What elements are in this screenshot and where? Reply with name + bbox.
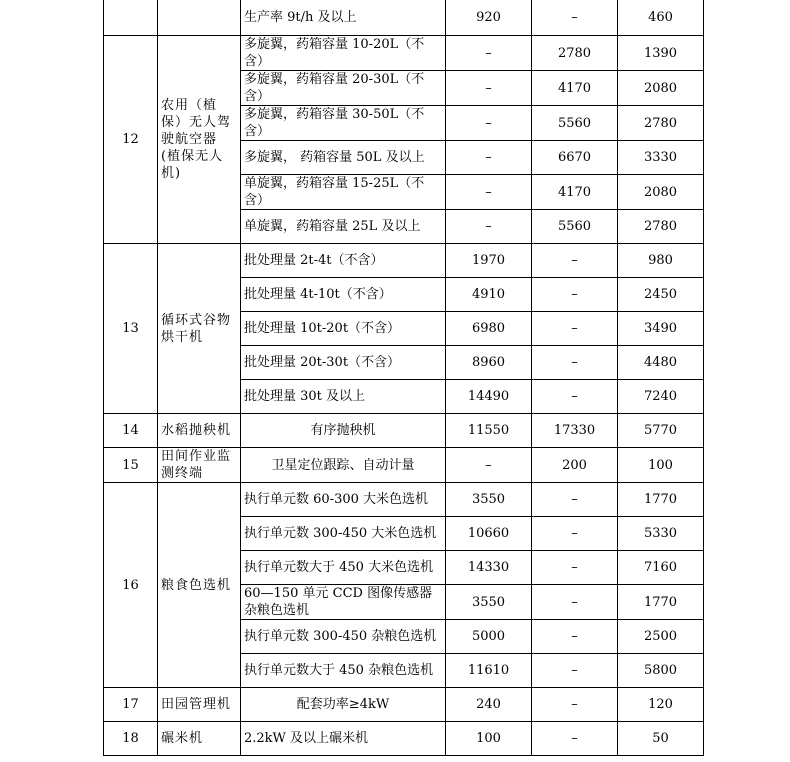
value-a: 11550 bbox=[446, 414, 532, 448]
value-a: – bbox=[446, 106, 532, 141]
value-b: – bbox=[532, 278, 618, 312]
table-row bbox=[104, 722, 704, 756]
row-number: 15 bbox=[104, 448, 158, 483]
table-row bbox=[104, 244, 704, 278]
value-c: 2450 bbox=[618, 278, 704, 312]
value-a: – bbox=[446, 71, 532, 106]
subsidy-table bbox=[103, 0, 704, 756]
row-number: 12 bbox=[104, 36, 158, 244]
value-c: 1770 bbox=[618, 483, 704, 517]
row-number: 13 bbox=[104, 244, 158, 414]
value-a: 3550 bbox=[446, 585, 532, 620]
value-c: 1770 bbox=[618, 585, 704, 620]
value-b: – bbox=[532, 654, 618, 688]
value-a: 11610 bbox=[446, 654, 532, 688]
machine-name: 水稻抛秧机 bbox=[158, 414, 241, 448]
value-c: 3490 bbox=[618, 312, 704, 346]
value-a: – bbox=[446, 210, 532, 244]
value-c: 460 bbox=[618, 0, 704, 36]
value-b: – bbox=[532, 244, 618, 278]
value-b: – bbox=[532, 346, 618, 380]
row-number: 17 bbox=[104, 688, 158, 722]
value-b: – bbox=[532, 688, 618, 722]
spec-cell: 批处理量 4t-10t（不含） bbox=[241, 278, 446, 312]
spec-cell: 有序抛秧机 bbox=[241, 414, 446, 448]
spec-cell: 批处理量 2t-4t（不含） bbox=[241, 244, 446, 278]
value-a: 4910 bbox=[446, 278, 532, 312]
row-number: 14 bbox=[104, 414, 158, 448]
machine-name: 循环式谷物烘干机 bbox=[158, 244, 241, 414]
value-c: 2080 bbox=[618, 71, 704, 106]
machine-name: 田园管理机 bbox=[158, 688, 241, 722]
spec-cell: 60—150 单元 CCD 图像传感器杂粮色选机 bbox=[241, 585, 446, 620]
value-a: 14330 bbox=[446, 551, 532, 585]
value-b: – bbox=[532, 312, 618, 346]
value-c: 5770 bbox=[618, 414, 704, 448]
spec-cell: 执行单元数大于 450 杂粮色选机 bbox=[241, 654, 446, 688]
value-c: 100 bbox=[618, 448, 704, 483]
value-c: 7160 bbox=[618, 551, 704, 585]
spec-cell: 单旋翼，药箱容量 25L 及以上 bbox=[241, 210, 446, 244]
spec-cell: 多旋翼，药箱容量 30-50L（不含） bbox=[241, 106, 446, 141]
value-c: 5330 bbox=[618, 517, 704, 551]
value-c: 2080 bbox=[618, 175, 704, 210]
value-b: – bbox=[532, 585, 618, 620]
spec-cell: 生产率 9t/h 及以上 bbox=[241, 0, 446, 36]
value-a: – bbox=[446, 175, 532, 210]
table-row bbox=[104, 0, 704, 36]
spec-cell: 配套功率≥4kW bbox=[241, 688, 446, 722]
machine-name bbox=[158, 0, 241, 36]
value-a: 240 bbox=[446, 688, 532, 722]
value-a: 14490 bbox=[446, 380, 532, 414]
row-number bbox=[104, 0, 158, 36]
value-a: 6980 bbox=[446, 312, 532, 346]
machine-name: 碾米机 bbox=[158, 722, 241, 756]
value-b: 17330 bbox=[532, 414, 618, 448]
value-b: 2780 bbox=[532, 36, 618, 71]
table-row bbox=[104, 36, 704, 71]
value-b: 4170 bbox=[532, 175, 618, 210]
value-b: – bbox=[532, 551, 618, 585]
value-c: 2780 bbox=[618, 210, 704, 244]
table-row bbox=[104, 688, 704, 722]
spec-cell: 执行单元数 300-450 杂粮色选机 bbox=[241, 620, 446, 654]
value-b: 5560 bbox=[532, 106, 618, 141]
value-c: 120 bbox=[618, 688, 704, 722]
machine-name: 农用（植保）无人驾驶航空器(植保无人机) bbox=[158, 36, 241, 244]
value-a: 5000 bbox=[446, 620, 532, 654]
value-a: 3550 bbox=[446, 483, 532, 517]
machine-name: 粮食色选机 bbox=[158, 483, 241, 688]
value-b: – bbox=[532, 722, 618, 756]
value-a: 920 bbox=[446, 0, 532, 36]
spec-cell: 批处理量 10t-20t（不含） bbox=[241, 312, 446, 346]
value-c: 1390 bbox=[618, 36, 704, 71]
value-c: 980 bbox=[618, 244, 704, 278]
value-a: 100 bbox=[446, 722, 532, 756]
value-b: 6670 bbox=[532, 141, 618, 175]
spec-cell: 执行单元数大于 450 大米色选机 bbox=[241, 551, 446, 585]
value-b: 200 bbox=[532, 448, 618, 483]
value-a: – bbox=[446, 36, 532, 71]
value-b: – bbox=[532, 517, 618, 551]
value-c: 5800 bbox=[618, 654, 704, 688]
value-a: 10660 bbox=[446, 517, 532, 551]
spec-cell: 卫星定位跟踪、自动计量 bbox=[241, 448, 446, 483]
value-b: – bbox=[532, 380, 618, 414]
value-b: – bbox=[532, 0, 618, 36]
value-c: 2500 bbox=[618, 620, 704, 654]
spec-cell: 执行单元数 60-300 大米色选机 bbox=[241, 483, 446, 517]
row-number: 16 bbox=[104, 483, 158, 688]
table-row bbox=[104, 483, 704, 517]
value-a: – bbox=[446, 448, 532, 483]
value-c: 4480 bbox=[618, 346, 704, 380]
value-a: – bbox=[446, 141, 532, 175]
value-c: 7240 bbox=[618, 380, 704, 414]
spec-cell: 执行单元数 300-450 大米色选机 bbox=[241, 517, 446, 551]
value-b: 5560 bbox=[532, 210, 618, 244]
spec-cell: 2.2kW 及以上碾米机 bbox=[241, 722, 446, 756]
value-b: – bbox=[532, 620, 618, 654]
spec-cell: 批处理量 30t 及以上 bbox=[241, 380, 446, 414]
table-row bbox=[104, 448, 704, 483]
spec-cell: 多旋翼，药箱容量 20-30L（不含） bbox=[241, 71, 446, 106]
value-c: 50 bbox=[618, 722, 704, 756]
spec-cell: 多旋翼， 药箱容量 50L 及以上 bbox=[241, 141, 446, 175]
value-a: 8960 bbox=[446, 346, 532, 380]
value-c: 2780 bbox=[618, 106, 704, 141]
table-row bbox=[104, 414, 704, 448]
machine-name: 田间作业监测终端 bbox=[158, 448, 241, 483]
value-a: 1970 bbox=[446, 244, 532, 278]
spec-cell: 多旋翼，药箱容量 10-20L（不含） bbox=[241, 36, 446, 71]
value-b: – bbox=[532, 483, 618, 517]
spec-cell: 单旋翼，药箱容量 15-25L（不含） bbox=[241, 175, 446, 210]
value-b: 4170 bbox=[532, 71, 618, 106]
spec-cell: 批处理量 20t-30t（不含） bbox=[241, 346, 446, 380]
value-c: 3330 bbox=[618, 141, 704, 175]
row-number: 18 bbox=[104, 722, 158, 756]
